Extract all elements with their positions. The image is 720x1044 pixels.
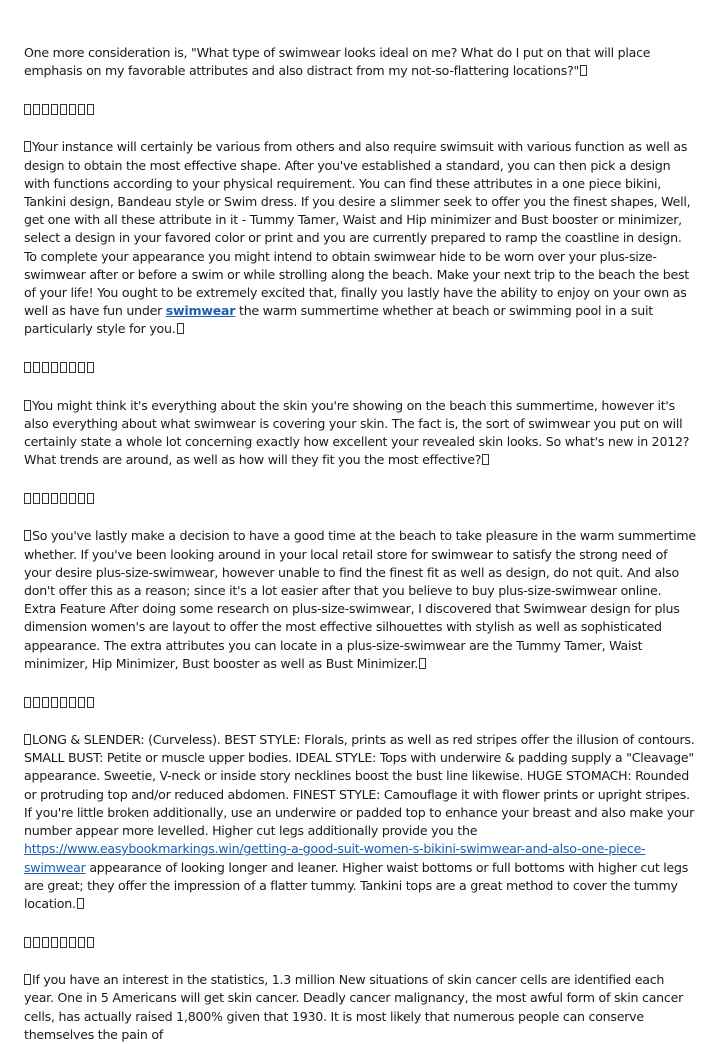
- paragraph-text: appearance of looking longer and leaner. Higher waist bottoms or full bottoms with higher cut legs are great; they offer the impression of a flatter tummy. Tankini tops are a great method to cover the tummy location.: [24, 859, 689, 911]
- missing-glyph-icon: [51, 697, 58, 708]
- missing-glyph-icon: [24, 104, 31, 115]
- missing-glyph-icon: [33, 697, 40, 708]
- glyph-separator: [24, 933, 696, 951]
- glyph-separator: [24, 359, 696, 377]
- missing-glyph-icon: [60, 937, 67, 948]
- missing-glyph-icon: [87, 697, 94, 708]
- paragraph-text: LONG & SLENDER: (Curveless). BEST STYLE: Florals, prints as well as red stripes offer the illusion of contours. SMALL BUST: Petite or muscle upper bodies. IDEAL STYLE: Tops with underwire & padding supply a "Cleavage" appearance. Sweetie, V-neck or inside story necklines boost the bust line likewise. HUGE STOMACH: Rounded or protruding top and/or reduced abdomen. FINEST STYLE: Camouflage it with flower prints or upright stripes. If you're little broken additionally, use an underwire or padded top to enhance your breast and also make your number appear more levelled. Higher cut legs additionally provide you the: [24, 732, 695, 839]
- missing-glyph-icon: [24, 400, 31, 411]
- missing-glyph-icon: [69, 493, 76, 504]
- missing-glyph-icon: [51, 493, 58, 504]
- missing-glyph-icon: [78, 104, 85, 115]
- missing-glyph-icon: [24, 141, 31, 152]
- missing-glyph-icon: [87, 362, 94, 373]
- missing-glyph-icon: [69, 362, 76, 373]
- missing-glyph-icon: [77, 898, 84, 909]
- missing-glyph-icon: [24, 734, 31, 745]
- glyph-separator: [24, 693, 696, 711]
- missing-glyph-icon: [51, 362, 58, 373]
- paragraph-skin: [24, 397, 696, 470]
- missing-glyph-icon: [78, 493, 85, 504]
- missing-glyph-icon: [24, 937, 31, 948]
- missing-glyph-icon: [33, 362, 40, 373]
- missing-glyph-icon: [24, 530, 31, 541]
- missing-glyph-icon: [87, 937, 94, 948]
- paragraph-statistics: [24, 971, 696, 1044]
- missing-glyph-icon: [42, 104, 49, 115]
- missing-glyph-icon: [177, 323, 184, 334]
- missing-glyph-icon: [24, 362, 31, 373]
- missing-glyph-icon: [33, 937, 40, 948]
- missing-glyph-icon: [60, 697, 67, 708]
- missing-glyph-icon: [87, 104, 94, 115]
- missing-glyph-icon: [60, 493, 67, 504]
- missing-glyph-icon: [42, 493, 49, 504]
- missing-glyph-icon: [69, 937, 76, 948]
- missing-glyph-icon: [419, 658, 426, 669]
- paragraph-body-types: [24, 731, 696, 913]
- article-body: [24, 44, 696, 1044]
- paragraph-text: You might think it's everything about the skin you're showing on the beach this summertime, however it's also everything about what swimwear is covering your skin. The fact is, the sort of swimwear you put on will certainly state a whole lot concerning exactly how excellent your revealed skin looks. So what's new in 2012? What trends are around, as well as how will they fit you the most effective?: [24, 397, 690, 468]
- missing-glyph-icon: [51, 104, 58, 115]
- swimwear-link[interactable]: swimwear: [165, 303, 236, 319]
- paragraph-plus-size: [24, 527, 696, 673]
- missing-glyph-icon: [33, 104, 40, 115]
- missing-glyph-icon: [24, 697, 31, 708]
- missing-glyph-icon: [580, 65, 587, 76]
- missing-glyph-icon: [60, 104, 67, 115]
- missing-glyph-icon: [87, 493, 94, 504]
- paragraph-text: One more consideration is, "What type of swimwear looks ideal on me? What do I put on that will place emphasis on my favorable attributes and also distract from my not-so-flattering locations?": [24, 45, 651, 79]
- missing-glyph-icon: [78, 937, 85, 948]
- missing-glyph-icon: [42, 937, 49, 948]
- missing-glyph-icon: [78, 362, 85, 373]
- missing-glyph-icon: [69, 697, 76, 708]
- missing-glyph-icon: [33, 493, 40, 504]
- missing-glyph-icon: [42, 697, 49, 708]
- missing-glyph-icon: [78, 697, 85, 708]
- glyph-separator: [24, 100, 696, 118]
- missing-glyph-icon: [24, 493, 31, 504]
- missing-glyph-icon: [51, 937, 58, 948]
- missing-glyph-icon: [482, 454, 489, 465]
- missing-glyph-icon: [24, 974, 31, 985]
- paragraph-text: the warm summertime whether at beach or swimming pool in a suit particularly style for you.: [24, 303, 653, 337]
- paragraph-text: If you have an interest in the statistics, 1.3 million New situations of skin cancer cells are identified each year. One in 5 Americans will get skin cancer. Deadly cancer malignancy, the most awful form of skin cancer cells, has actually raised 1,800% given that 1930. It is most likely that numerous people can conserve themselves the pain of: [24, 972, 684, 1042]
- missing-glyph-icon: [42, 362, 49, 373]
- bookmark-link[interactable]: https://www.easybookmarkings.win/getting-a-good-suit-women-s-bikini-swimwear-and-also-one-piece-swimwear: [24, 841, 646, 875]
- glyph-separator: [24, 489, 696, 507]
- paragraph-swimwear-design: [24, 138, 696, 338]
- missing-glyph-icon: [60, 362, 67, 373]
- paragraph-text: Your instance will certainly be various from others and also require swimsuit with various function as well as design to obtain the most effective shape. After you've established a standard, you can then pick a design with functions according to your physical requirement. You can find these attributes in a one piece bikini, Tankini design, Bandeau style or Swim dress. If you desire a slimmer seek to offer you the finest shapes, Well, get one with all these attribute in it - Tummy Tamer, Waist and Hip minimizer and Bust booster or minimizer, select a design in your favored color or print and you are currently prepared to ramp the coastline in design. To complete your appearance you might intend to obtain swimwear hide to be worn over your plus-size-swimwear after or before a swim or while strolling along the beach. Make your next trip to the beach the best of your life! You ought to be extremely excited that, finally you lastly have the ability to enjoy on your own as well as have fun under: [24, 139, 691, 319]
- missing-glyph-icon: [69, 104, 76, 115]
- paragraph-text: So you've lastly make a decision to have a good time at the beach to take pleasure in the warm summertime whether. If you've been looking around in your local retail store for swimwear to satisfy the strong need of your desire plus-size-swimwear, however unable to find the finest fit as well as design, do not quit. And also don't offer this as a reason; since it's a lot easier after that you believe to buy plus-size-swimwear online. Extra Feature After doing some research on plus-size-swimwear, I discovered that Swimwear design for plus dimension women's are layout to offer the most effective silhouettes with stylish as well as sophisticated appearance. The extra attributes you can locate in a plus-size-swimwear are the Tummy Tamer, Waist minimizer, Hip Minimizer, Bust booster as well as Bust Minimizer.: [24, 528, 696, 671]
- paragraph-intro: [24, 44, 696, 80]
